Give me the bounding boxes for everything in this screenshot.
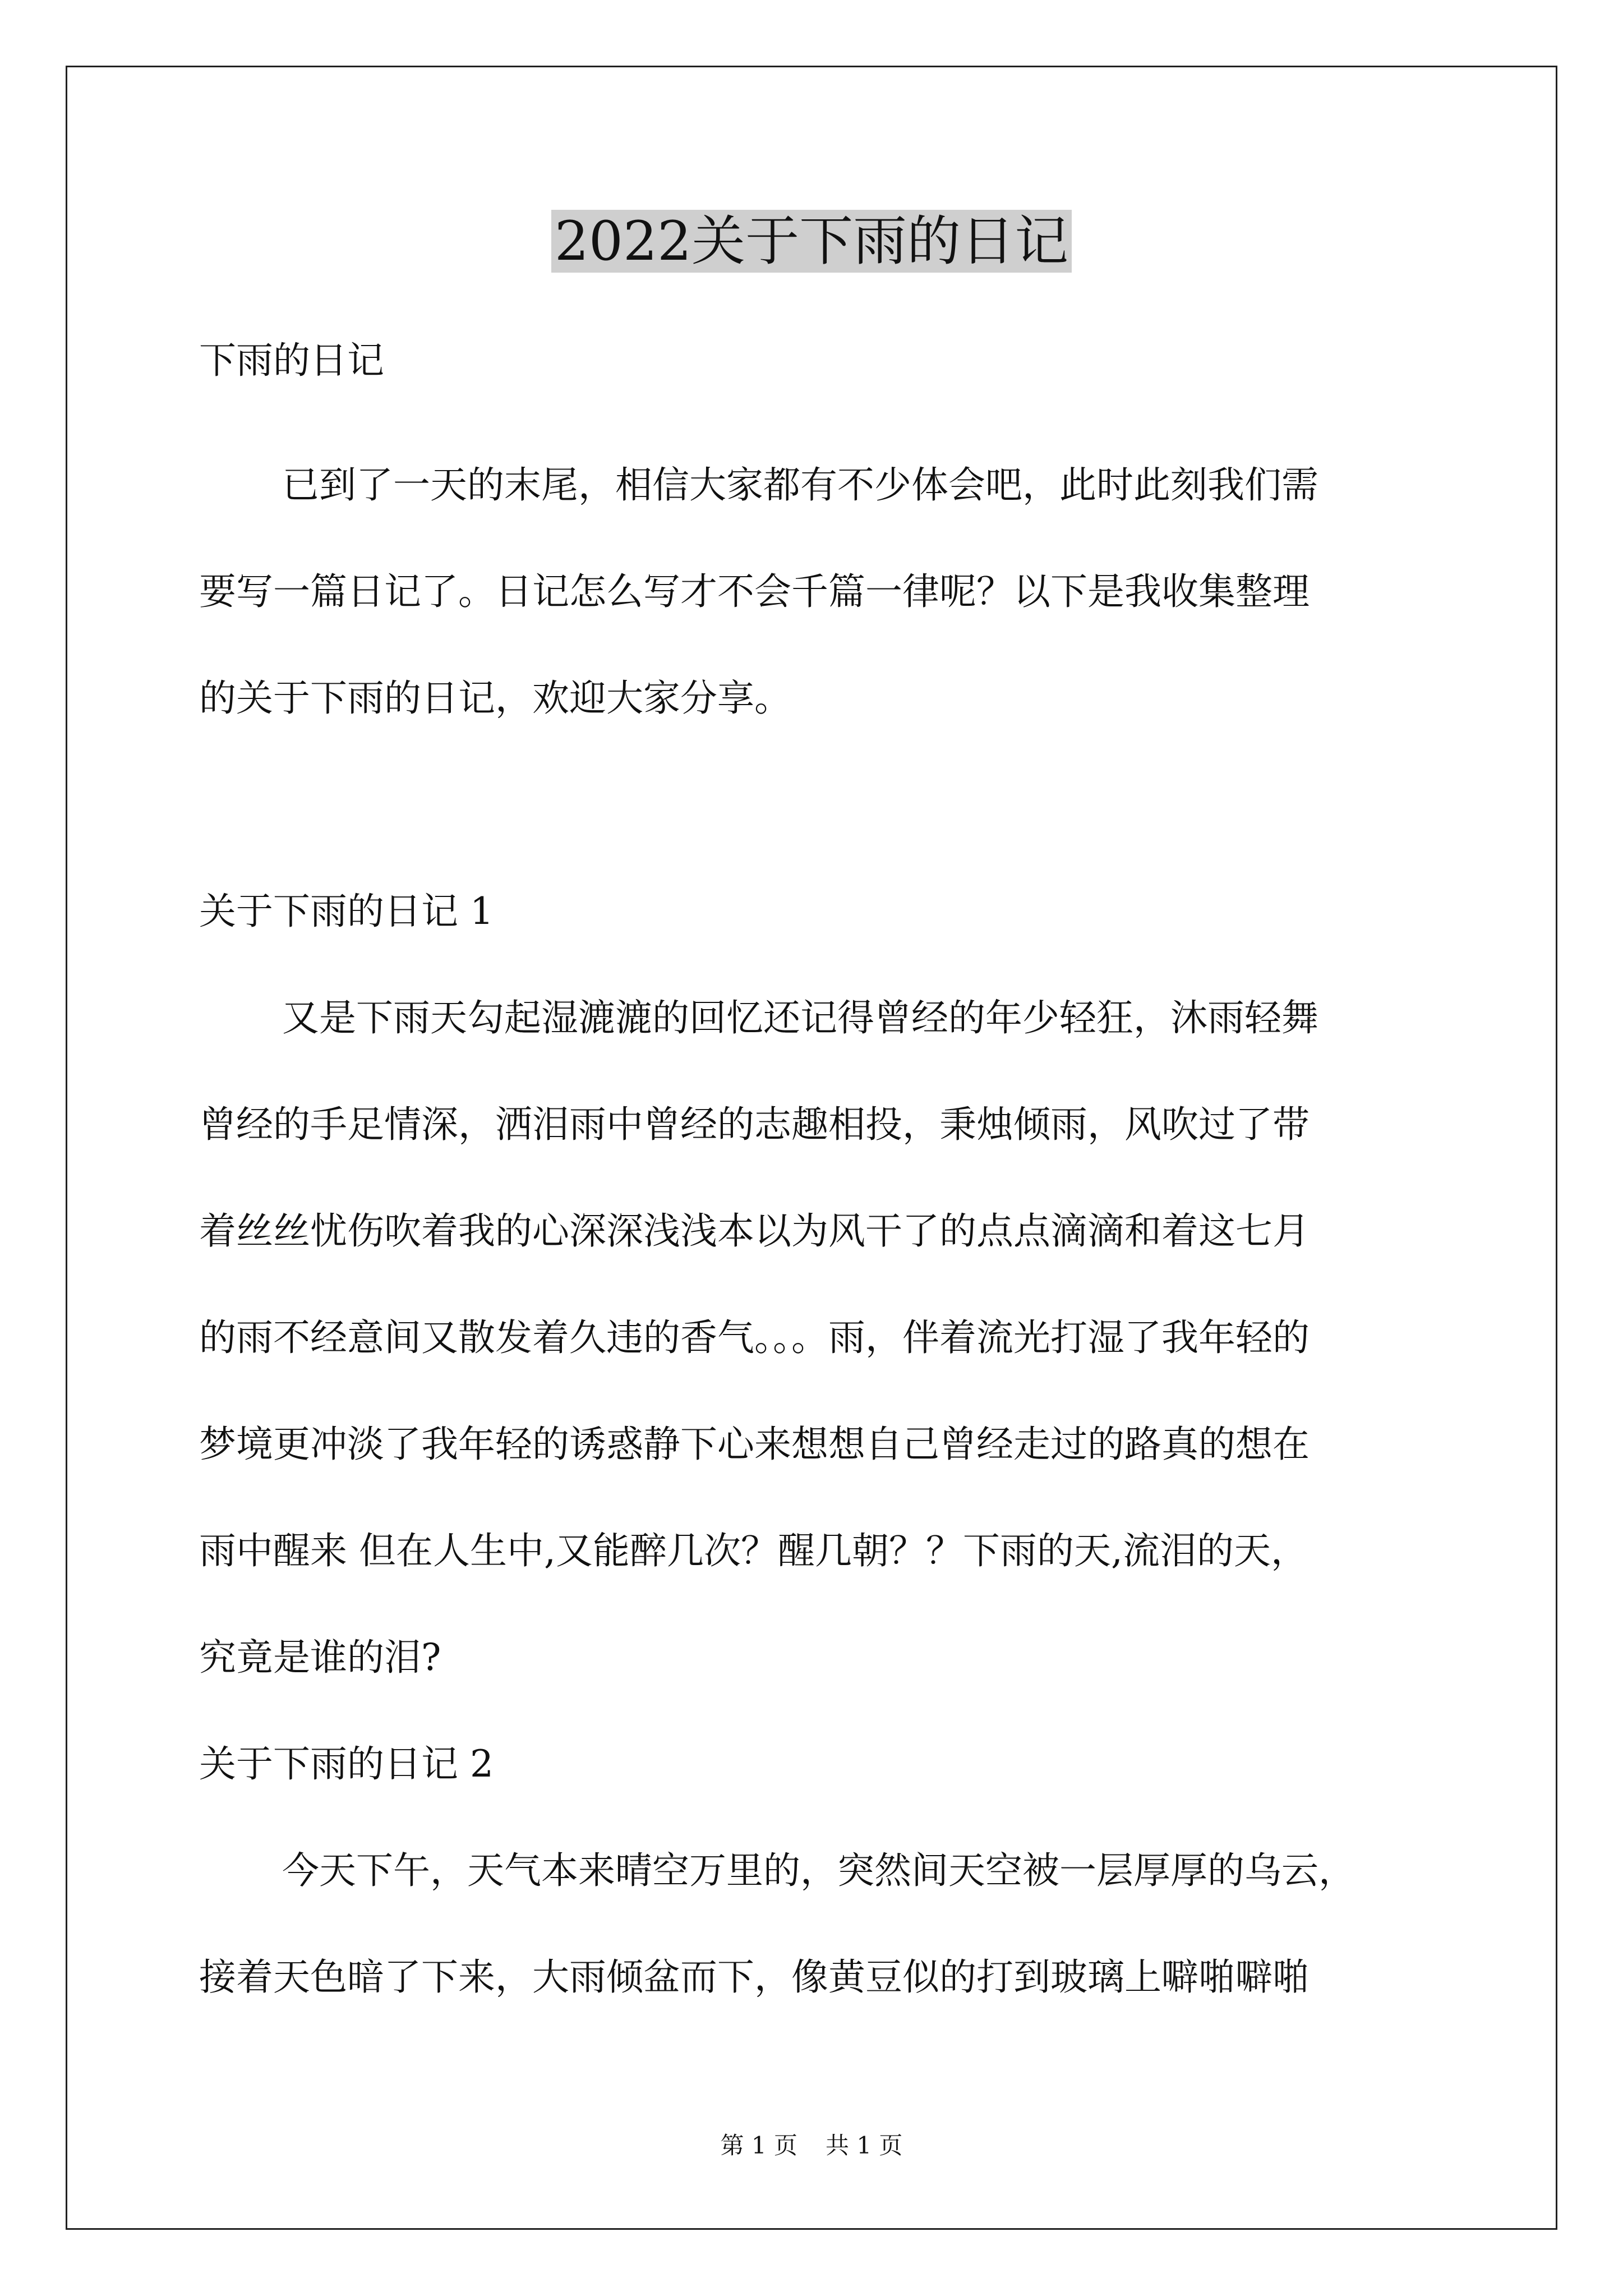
intro-line-3: 的关于下雨的日记，欢迎大家分享。 (199, 677, 791, 720)
entry1-line-4: 的雨不经意间又散发着久违的香气。。。雨，伴着流光打湿了我年轻的 (199, 1316, 1310, 1359)
intro-line-1: 已到了一天的末尾，相信大家都有不少体会吧，此时此刻我们需 (282, 463, 1318, 507)
entry1-line-2: 曾经的手足情深，洒泪雨中曾经的志趣相投，秉烛倾雨，风吹过了带 (199, 1103, 1310, 1146)
page-footer (0, 2129, 1623, 2162)
entry2-line-2: 接着天色暗了下来，大雨倾盆而下，像黄豆似的打到玻璃上噼啪噼啪 (199, 1955, 1310, 1999)
entry1-line-7: 究竟是谁的泪? (199, 1636, 441, 1679)
entry1-line-3: 着丝丝忧伤吹着我的心深深浅浅本以为风干了的点点滴滴和着这七月 (199, 1209, 1310, 1253)
entry2-line-1: 今天下午，天气本来晴空万里的，突然间天空被一层厚厚的乌云， (282, 1849, 1355, 1892)
entry1-line-6: 雨中醒来 但在人生中,又能醉几次？醒几朝？？下雨的天,流泪的天， (199, 1529, 1308, 1572)
entry1-line-5: 梦境更冲淡了我年轻的诱惑静下心来想想自己曾经走过的路真的想在 (199, 1423, 1310, 1466)
entry1-line-1: 又是下雨天勾起湿漉漉的回忆还记得曾经的年少轻狂，沐雨轻舞 (282, 996, 1318, 1039)
intro-line-2: 要写一篇日记了。日记怎么写才不会千篇一律呢？以下是我收集整理 (199, 570, 1310, 613)
entry2-heading: 关于下雨的日记 2 (199, 1742, 494, 1786)
intro-heading: 下雨的日记 (199, 339, 384, 382)
page-total: 共 1 页 (826, 2132, 903, 2159)
document-title: 2022关于下雨的日记 (0, 208, 1623, 275)
entry1-heading: 关于下雨的日记 1 (199, 890, 494, 933)
page-number: 第 1 页 (720, 2132, 797, 2159)
